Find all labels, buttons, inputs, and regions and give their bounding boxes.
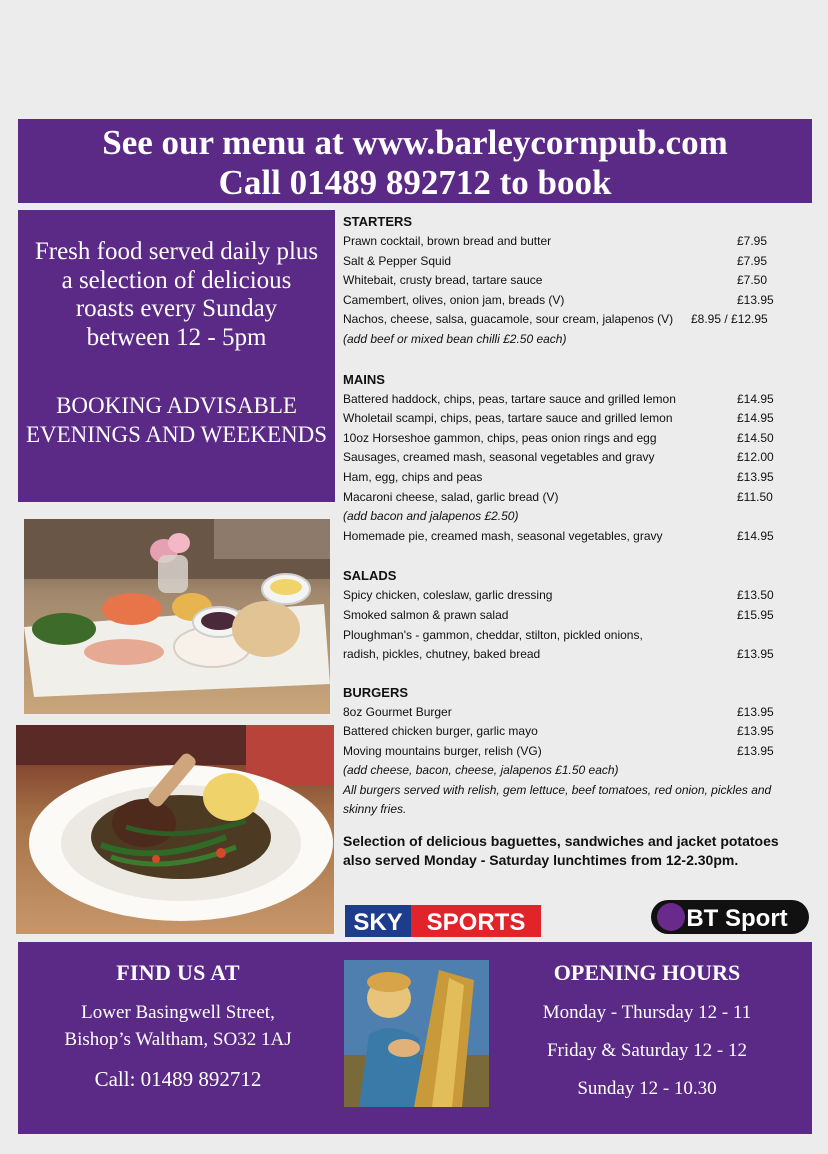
menu-item-name: Camembert, olives, onion jam, breads (V) [343,292,565,307]
menu-item [343,586,803,606]
footer-phone: Call: 01489 892712 [94,1067,262,1091]
menu-item-price: £7.95 [737,234,768,248]
menu-item-name: Battered haddock, chips, peas, tartare sauce and grilled lemon [343,391,676,406]
menu-item [343,488,803,508]
menu-item-price: £13.95 [737,292,774,307]
menu-item-name: Salt & Pepper Squid [343,253,452,268]
burgers-served-with: All burgers served with relish, gem lettuce, beef tomatoes, red onion, pickles and skinny fries. [343,783,772,816]
menu-item-name: Prawn cocktail, brown bread and butter [343,234,552,248]
salads-heading: SALADS [343,568,397,584]
starters-heading: STARTERS [343,214,413,229]
opening-hours-section [494,942,800,1100]
footer [18,942,812,1134]
mains-note: (add bacon and jalapenos £2.50) [343,509,519,524]
find-us-section [18,942,338,1092]
menu-item-price: £7.95 [737,253,768,268]
menu-item-price: £7.50 [737,273,768,288]
burgers-note: (add cheese, bacon, cheese, jalapenos £1.50 each) [343,763,619,778]
menu-item-price: £13.95 [737,724,774,739]
bt-sport-text: BT Sport [686,905,788,932]
menu-item-name: Homemade pie, creamed mash, seasonal vegetables, gravy [343,528,663,543]
opening-hours-heading: OPENING HOURS [553,960,741,985]
menu-item [343,722,803,742]
menu-item-price: £13.95 [737,647,774,662]
starters-note: (add beef or mixed bean chilli £2.50 each) [343,331,567,346]
mains-heading: MAINS [343,371,385,387]
menu-item-price: £11.50 [737,489,773,504]
menu-item-price: £14.95 [737,528,774,543]
phone-line: Call 01489 892712 to book [218,163,612,202]
menu-item [343,291,803,311]
hours-mon-thu: Monday - Thursday 12 - 11 [542,1002,752,1023]
ploughmans-platter-photo [24,519,330,714]
menu-item [343,448,803,468]
menu-item-name: Nachos, cheese, salsa, guacamole, sour cream, jalapenos (V) [343,312,674,327]
menu-item-name: 8oz Gourmet Burger [343,704,452,719]
menu-item-name: Wholetail scampi, chips, peas, tartare sauce and grilled lemon [343,411,673,426]
baguettes-text: Selection of delicious baguettes, sandwiches and jacket potatoes also served Monday - Saturday lunchtimes from 12-2.30pm. [343,833,779,869]
lamb-shank-photo [16,725,334,934]
menu-item-price: £8.95 / £12.95 [691,312,768,327]
booking-advisable-text: BOOKING ADVISABLE EVENINGS AND WEEKENDS [25,393,328,447]
hours-fri-sat: Friday & Saturday 12 - 12 [546,1040,747,1061]
find-us-heading: FIND US AT [116,960,240,985]
menu-item [343,606,803,626]
menu-item-price: £13.50 [737,588,774,603]
address [18,999,338,1053]
address-line2: Bishop’s Waltham, SO32 1AJ [64,1029,292,1050]
menu-item-name: Sausages, creamed mash, seasonal vegetables and gravy [343,450,655,465]
menu-item [343,468,803,488]
menu-item [343,310,803,330]
menu-item [343,429,803,449]
burgers-heading: BURGERS [343,684,409,700]
menu-item [343,232,803,252]
menu-item-price: £12.00 [737,450,774,465]
menu-item [343,252,803,272]
website-line: See our menu at www.barleycornpub.com [102,123,728,162]
menu-item-name: Ploughman's - gammon, cheddar, stilton, pickled onions, [343,627,643,642]
menu-item-price: £14.95 [737,411,774,426]
menu-item-price: £13.95 [737,743,774,758]
menu-item-name: Ham, egg, chips and peas [343,469,483,484]
menu-item [343,645,803,665]
fresh-food-text: Fresh food served daily plus a selection of delicious roasts every Sunday between 12 - 5pm [34,238,319,351]
menu-item [343,390,803,410]
menu-item-price: £14.95 [737,391,774,406]
menu-item [343,527,803,547]
hours-sun: Sunday 12 - 10.30 [577,1078,717,1099]
menu-item-name: radish, pickles, chutney, baked bread [343,647,541,662]
menu-item-name: Macaroni cheese, salad, garlic bread (V) [343,489,559,504]
bt-sport-logo [651,898,809,936]
menu-item-name: Battered chicken burger, garlic mayo [343,724,538,739]
menu-item [343,409,803,429]
menu-item-name: Smoked salmon & prawn salad [343,607,509,622]
ploughmans-line1 [343,626,803,646]
menu-item [343,742,803,762]
barleycorn-painting [344,960,489,1107]
menu-item-price: £13.95 [737,469,774,484]
sports-text: SPORTS [426,909,526,936]
menu-item-name: 10oz Horseshoe gammon, chips, peas onion rings and egg [343,430,657,445]
info-box [18,210,335,502]
menu-item-price: £15.95 [737,607,774,622]
menu-item [343,271,803,291]
address-line1: Lower Basingwell Street, [81,1002,275,1023]
menu-item-price: £14.50 [737,430,774,445]
sky-text: SKY [353,909,403,936]
menu-item-name: Moving mountains burger, relish (VG) [343,743,542,758]
sky-sports-logo [345,905,541,937]
menu [343,212,803,870]
menu-item [343,703,803,723]
top-banner [18,119,812,203]
menu-item-price: £13.95 [737,704,774,719]
menu-item-name: Spicy chicken, coleslaw, garlic dressing [343,588,553,603]
menu-item-name: Whitebait, crusty bread, tartare sauce [343,273,543,288]
